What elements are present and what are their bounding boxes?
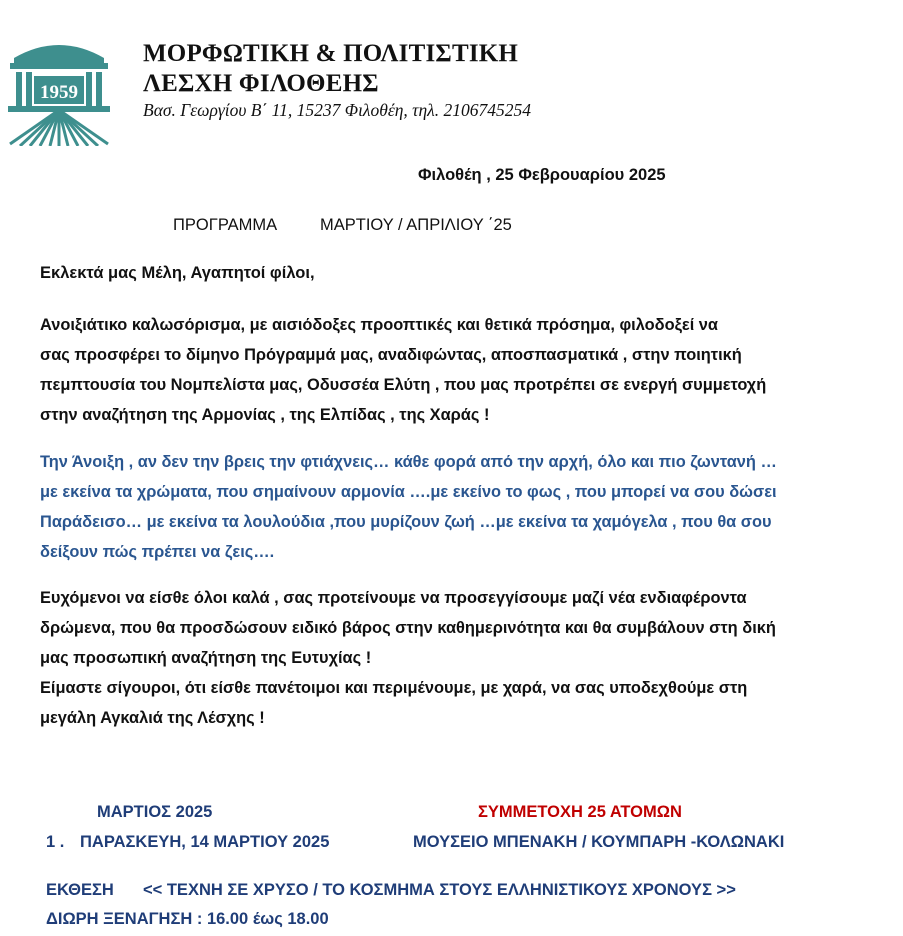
club-name-line1: ΜΟΡΦΩΤΙΚΗ & ΠΟΛΙΤΙΣΤΙΚΗ: [143, 40, 519, 67]
closing-line: Είμαστε σίγουροι, ότι είσθε πανέτοιμοι και περιμένουμε, με χαρά, να σας υποδεχθούμε στη: [40, 679, 748, 697]
poem-paragraph: [40, 447, 890, 567]
closing-line: μας προσωπική αναζήτηση της Ευτυχίας !: [40, 649, 372, 667]
poem-line: Παράδεισο… με εκείνα τα λουλούδια ,που μυρίζουν ζωή …με εκείνα τα χαμόγελα , που θα σου: [40, 513, 772, 531]
intro-paragraph: [40, 310, 890, 430]
program-title-word: ΠΡΟΓΡΑΜΜΑ: [173, 216, 278, 234]
intro-line: σας προσφέρει το δίμηνο Πρόγραμμά μας, αναδιφώντας, αποσπασματικά , στην ποιητική: [40, 346, 742, 364]
exhibit-title: << ΤΕΧΝΗ ΣΕ ΧΡΥΣΟ / ΤΟ ΚΟΣΜΗΜΑ ΣΤΟΥΣ ΕΛΛΗΝΙΣΤΙΚΟΥΣ ΧΡΟΝΟΥΣ >>: [143, 881, 736, 899]
intro-line: πεμπτουσία του Νομπελίστα μας, Οδυσσέα Ελύτη , που μας προτρέπει σε ενεργή συμμετοχή: [40, 376, 767, 394]
intro-line: Ανοιξιάτικο καλωσόρισμα, με αισιόδοξες προοπτικές και θετικά πρόσημα, φιλοδοξεί να: [40, 316, 718, 334]
participation-note: ΣΥΜΜΕΤΟΧΗ 25 ΑΤΟΜΩΝ: [478, 803, 682, 821]
club-address: Βασ. Γεωργίου Β΄ 11, 15237 Φιλοθέη, τηλ. 2106745254: [143, 100, 531, 120]
intro-line: στην αναζήτηση της Αρμονίας , της Ελπίδας , της Χαράς !: [40, 406, 490, 424]
closing-line: Ευχόμενοι να είσθε όλοι καλά , σας προτείνουμε να προσεγγίσουμε μαζί νέα ενδιαφέροντα: [40, 589, 747, 607]
event-venue: ΜΟΥΣΕΙΟ ΜΠΕΝΑΚΗ / ΚΟΥΜΠΑΡΗ -ΚΟΛΩΝΑΚΙ: [413, 833, 785, 851]
exhibit-label: ΕΚΘΕΣΗ: [46, 881, 114, 899]
march-heading: ΜΑΡΤΙΟΣ 2025: [97, 803, 213, 821]
event-number: 1 .: [46, 833, 65, 851]
closing-line: δρώμενα, που θα προσδώσουν ειδικό βάρος στην καθημερινότητα και θα συμβάλουν στη δική: [40, 619, 776, 637]
poem-line: με εκείνα τα χρώματα, που σημαίνουν αρμονία ….με εκείνο το φως , που μπορεί να σου δώσει: [40, 483, 777, 501]
closing-paragraph: [40, 583, 890, 733]
poem-line: δείξουν πώς πρέπει να ζεις….: [40, 543, 275, 561]
program-title-months: ΜΑΡΤΙΟΥ / ΑΠΡΙΛΙΟΥ ΄25: [320, 216, 512, 234]
club-name-line2: ΛΕΣΧΗ ΦΙΛΟΘΕΗΣ: [143, 70, 379, 97]
event-date: ΠΑΡΑΣΚΕΥΗ, 14 ΜΑΡΤΙΟΥ 2025: [80, 833, 330, 851]
letter-date: Φιλοθέη , 25 Φεβρουαρίου 2025: [418, 166, 666, 184]
greeting: Εκλεκτά μας Μέλη, Αγαπητοί φίλοι,: [40, 264, 315, 282]
logo-year: 1959: [40, 82, 78, 103]
closing-line: μεγάλη Αγκαλιά της Λέσχης !: [40, 709, 265, 727]
tour-times: ΔΙΩΡΗ ΞΕΝΑΓΗΣΗ : 16.00 έως 18.00: [46, 910, 329, 928]
poem-line: Την Άνοιξη , αν δεν την βρεις την φτιάχνεις… κάθε φορά από την αρχή, όλο και πιο ζωντανή …: [40, 453, 777, 471]
club-logo: [0, 18, 118, 146]
